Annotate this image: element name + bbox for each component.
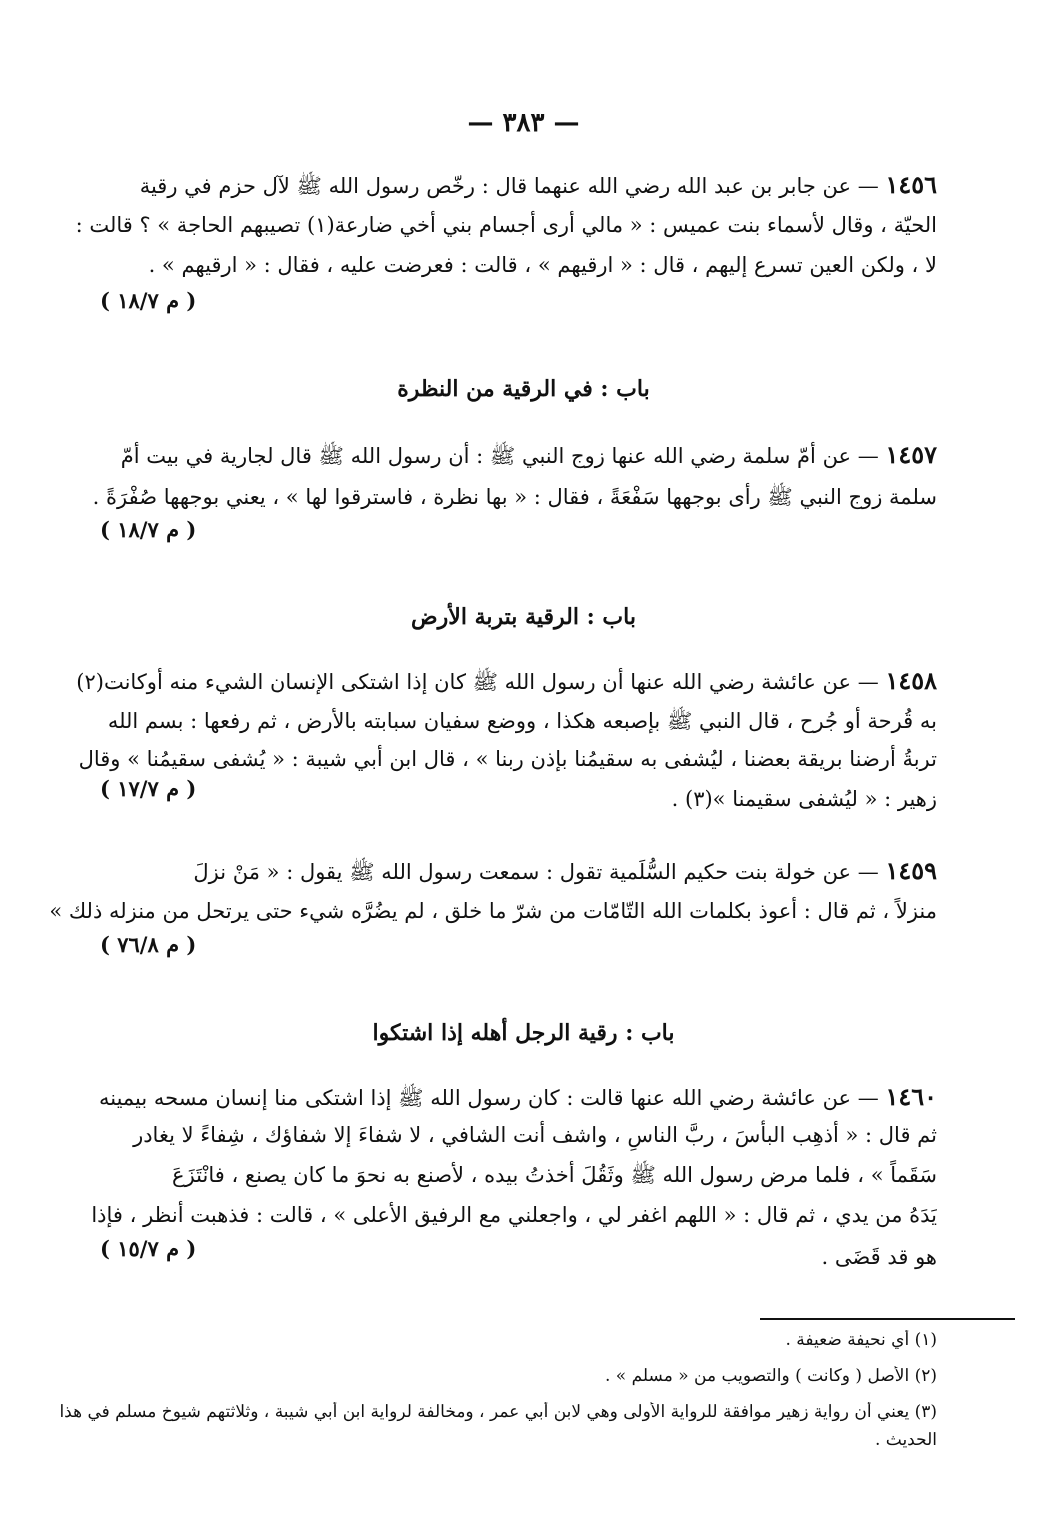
hadith-number: ١٤٥٦ [885,170,937,199]
footnote-separator [760,1318,1015,1320]
hadith-text: — عن جابر بن عبد الله رضي الله عنهما قال : رخّص رسول الله ﷺ لآل حزم في رقية [139,174,886,198]
hadith-text: — عن عائشة رضي الله عنها أن رسول الله ﷺ كان إذا اشتكى الإنسان الشيء منه أوكانت(٢) [76,670,886,694]
hadith-1460-line-2: ثم قال : « أذهِب البأسَ ، ربَّ الناسِ ، واشف أنت الشافي ، لا شفاءَ إلا شفاؤك ، شِفاءً لا يغادر [133,1123,937,1147]
hadith-1459-line-2: منزلاً ، ثم قال : أعوذ بكلمات الله التّامّات من شرّ ما خلق ، لم يضُرَّه شيء حتى يرتحل من منزله ذلك » [49,899,937,923]
footnote-1: (١) أي نحيفة ضعيفة . [785,1330,937,1350]
hadith-1458-line-4: زهير : « ليُشفى سقيمنا »(٣) . [671,787,937,811]
hadith-1460-line-3: سَقَماً » ، فلما مرض رسول الله ﷺ وثَقُلَ أخذتُ بيده ، لأصنع به نحوَ ما كان يصنع ، فانْتَزَعَ [172,1163,937,1187]
page-number: — ٣٨٣ — [467,108,580,138]
hadith-text: — عن عائشة رضي الله عنها قالت : كان رسول الله ﷺ إذا اشتكى منا إنسان مسحه بيمينه [98,1086,886,1110]
hadith-1460-line-5: هو قد قَضَى . [821,1245,937,1269]
hadith-1458-line-2: به قُرحة أو جُرح ، قال النبي ﷺ بإصبعه هكذا ، ووضع سفيان سبابته بالأرض ، ثم رفعها : بسم الله [107,709,937,733]
hadith-1460-line-4: يَدَهُ من يدي ، ثم قال : « اللهم اغفر لي ، واجعلني مع الرفيق الأعلى » ، قالت : فذهبت أنظر ، فإذا [91,1203,937,1227]
hadith-1456-line-3: لا ، ولكن العين تسرع إليهم ، قال : « ارقيهم » ، قالت : فعرضت عليه ، فقال : « ارقيهم » . [148,253,937,277]
chapter-heading-3: باب : رقية الرجل أهله إذا اشتكوا [372,1020,675,1046]
hadith-1456-reference: ( م ١٨/٧ ) [100,288,197,313]
hadith-number: ١٤٥٧ [885,440,937,469]
footnote-2: (٢) الأصل ( وكانت ) والتصويب من « مسلم » . [604,1366,937,1386]
hadith-text: — عن خولة بنت حكيم السُّلَمية تقول : سمعت رسول الله ﷺ يقول : « مَنْ نزلَ [193,860,886,884]
hadith-number: ١٤٦٠ [885,1082,937,1111]
footnote-3-continued: الحديث . [874,1430,937,1450]
hadith-1456-line-1 [32,170,937,202]
chapter-heading-1: باب : في الرقية من النظرة [397,376,650,402]
hadith-1459-reference: ( م ٧٦/٨ ) [100,932,197,957]
hadith-1458-line-3: تربةُ أرضنا بريقة بعضنا ، ليُشفى به سقيمُنا بإذن ربنا » ، قال ابن أبي شيبة : « يُشفى سقيمُنا » وقال [78,747,937,771]
hadith-1458-reference: ( م ١٧/٧ ) [100,776,197,801]
hadith-1456-line-2: الحيّة ، وقال لأسماء بنت عميس : « مالي أرى أجسام بني أخي ضارعة(١) تصيبهم الحاجة » ؟ قالت : [75,213,937,237]
hadith-1458-line-1 [32,666,937,698]
hadith-1457-line-1 [32,440,937,472]
hadith-1460-line-1 [32,1082,937,1114]
footnote-3: (٣) يعني أن رواية زهير موافقة للرواية الأولى وهي لابن أبي عمر ، ومخالفة لرواية ابن أبي شيبة ، وثلاثتهم شيوخ مسلم في هذا [59,1402,937,1422]
hadith-number: ١٤٥٨ [885,666,937,695]
hadith-1457-line-2: سلمة زوج النبي ﷺ رأى بوجهها سَفْعَةً ، فقال : « بها نظرة ، فاسترقوا لها » ، يعني بوجهها صُفْرَةً . [92,485,937,509]
hadith-number: ١٤٥٩ [885,856,937,885]
hadith-text: — عن أمّ سلمة رضي الله عنها زوج النبي ﷺ : أن رسول الله ﷺ قال لجارية في بيت أمّ [120,444,886,468]
hadith-1457-reference: ( م ١٨/٧ ) [100,517,197,542]
chapter-heading-2: باب : الرقية بتربة الأرض [411,604,636,630]
hadith-1459-line-1 [32,856,937,888]
hadith-1460-reference: ( م ١٥/٧ ) [100,1236,197,1261]
